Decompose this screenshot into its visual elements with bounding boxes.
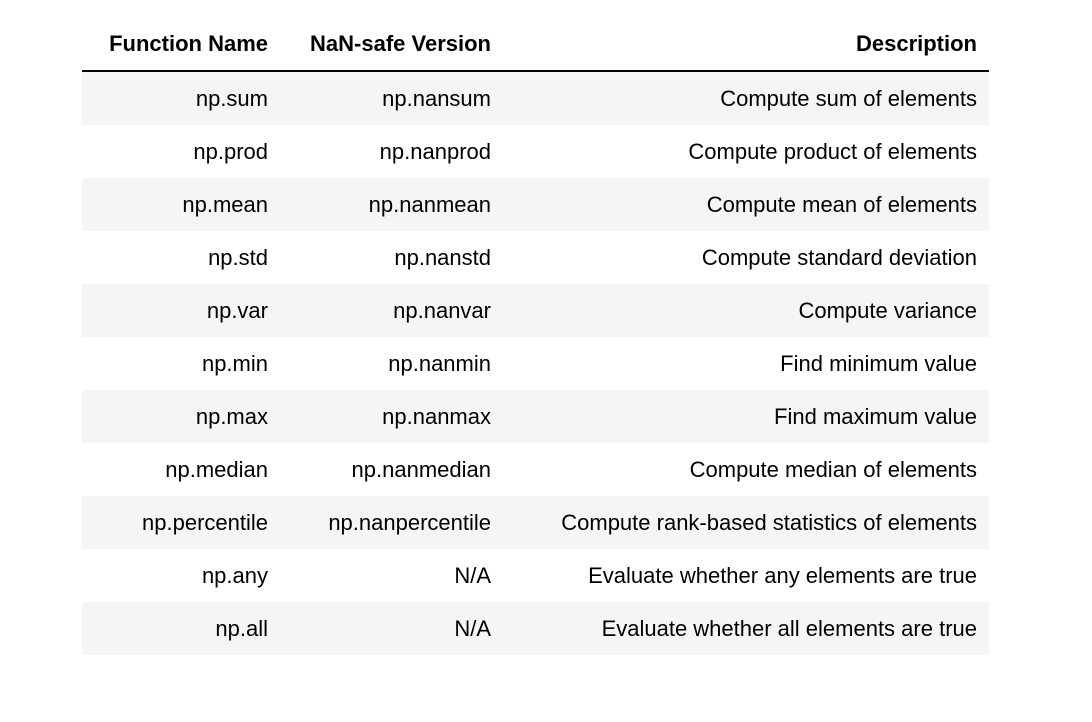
- cell-description: Compute product of elements: [688, 138, 977, 164]
- cell-function-name: np.var: [206, 297, 268, 323]
- table-row: [82, 125, 989, 178]
- cell-nan-safe-version: np.nanvar: [393, 297, 491, 323]
- cell-description: Compute median of elements: [689, 456, 977, 482]
- cell-description: Compute variance: [798, 297, 977, 323]
- table-row: [82, 284, 989, 337]
- cell-function-name: np.mean: [182, 191, 268, 217]
- table-row: [82, 549, 989, 602]
- cell-nan-safe-version: np.nanstd: [394, 244, 491, 270]
- table-row: [82, 337, 989, 390]
- cell-nan-safe-version: N/A: [454, 615, 491, 641]
- cell-description: Evaluate whether all elements are true: [601, 615, 977, 641]
- header-description: Description: [855, 31, 977, 56]
- table-row: [82, 496, 989, 549]
- header-nan-safe-version: NaN-safe Version: [310, 31, 491, 56]
- cell-function-name: np.all: [215, 615, 268, 641]
- aggregation-functions-table: [82, 18, 989, 655]
- cell-nan-safe-version: N/A: [454, 562, 491, 588]
- cell-description: Compute rank-based statistics of elements: [561, 509, 977, 535]
- table-row: [82, 71, 989, 125]
- table-row: [82, 602, 989, 655]
- cell-description: Evaluate whether any elements are true: [588, 562, 977, 588]
- cell-function-name: np.any: [201, 562, 268, 588]
- cell-description: Compute mean of elements: [706, 191, 977, 217]
- table-body: [82, 71, 989, 655]
- cell-function-name: np.std: [208, 244, 268, 270]
- cell-function-name: np.prod: [193, 138, 268, 164]
- cell-nan-safe-version: np.nansum: [382, 85, 491, 111]
- header-function-name: Function Name: [109, 31, 268, 56]
- cell-nan-safe-version: np.nanmean: [368, 191, 491, 217]
- cell-description: Compute sum of elements: [720, 85, 977, 111]
- header-row: [82, 18, 989, 71]
- cell-nan-safe-version: np.nanmax: [382, 403, 491, 429]
- table-row: [82, 178, 989, 231]
- aggregation-table-container: [82, 18, 989, 655]
- cell-function-name: np.percentile: [142, 509, 268, 535]
- cell-description: Find maximum value: [774, 403, 977, 429]
- table-row: [82, 231, 989, 284]
- table-row: [82, 390, 989, 443]
- cell-function-name: np.sum: [195, 85, 268, 111]
- cell-description: Find minimum value: [780, 350, 977, 376]
- cell-function-name: np.min: [201, 350, 268, 376]
- cell-nan-safe-version: np.nanmedian: [351, 456, 491, 482]
- cell-nan-safe-version: np.nanpercentile: [328, 509, 491, 535]
- cell-function-name: np.median: [165, 456, 268, 482]
- cell-nan-safe-version: np.nanprod: [379, 138, 491, 164]
- cell-nan-safe-version: np.nanmin: [388, 350, 491, 376]
- table-row: [82, 443, 989, 496]
- cell-function-name: np.max: [195, 403, 268, 429]
- table-header: [82, 18, 989, 71]
- cell-description: Compute standard deviation: [701, 244, 977, 270]
